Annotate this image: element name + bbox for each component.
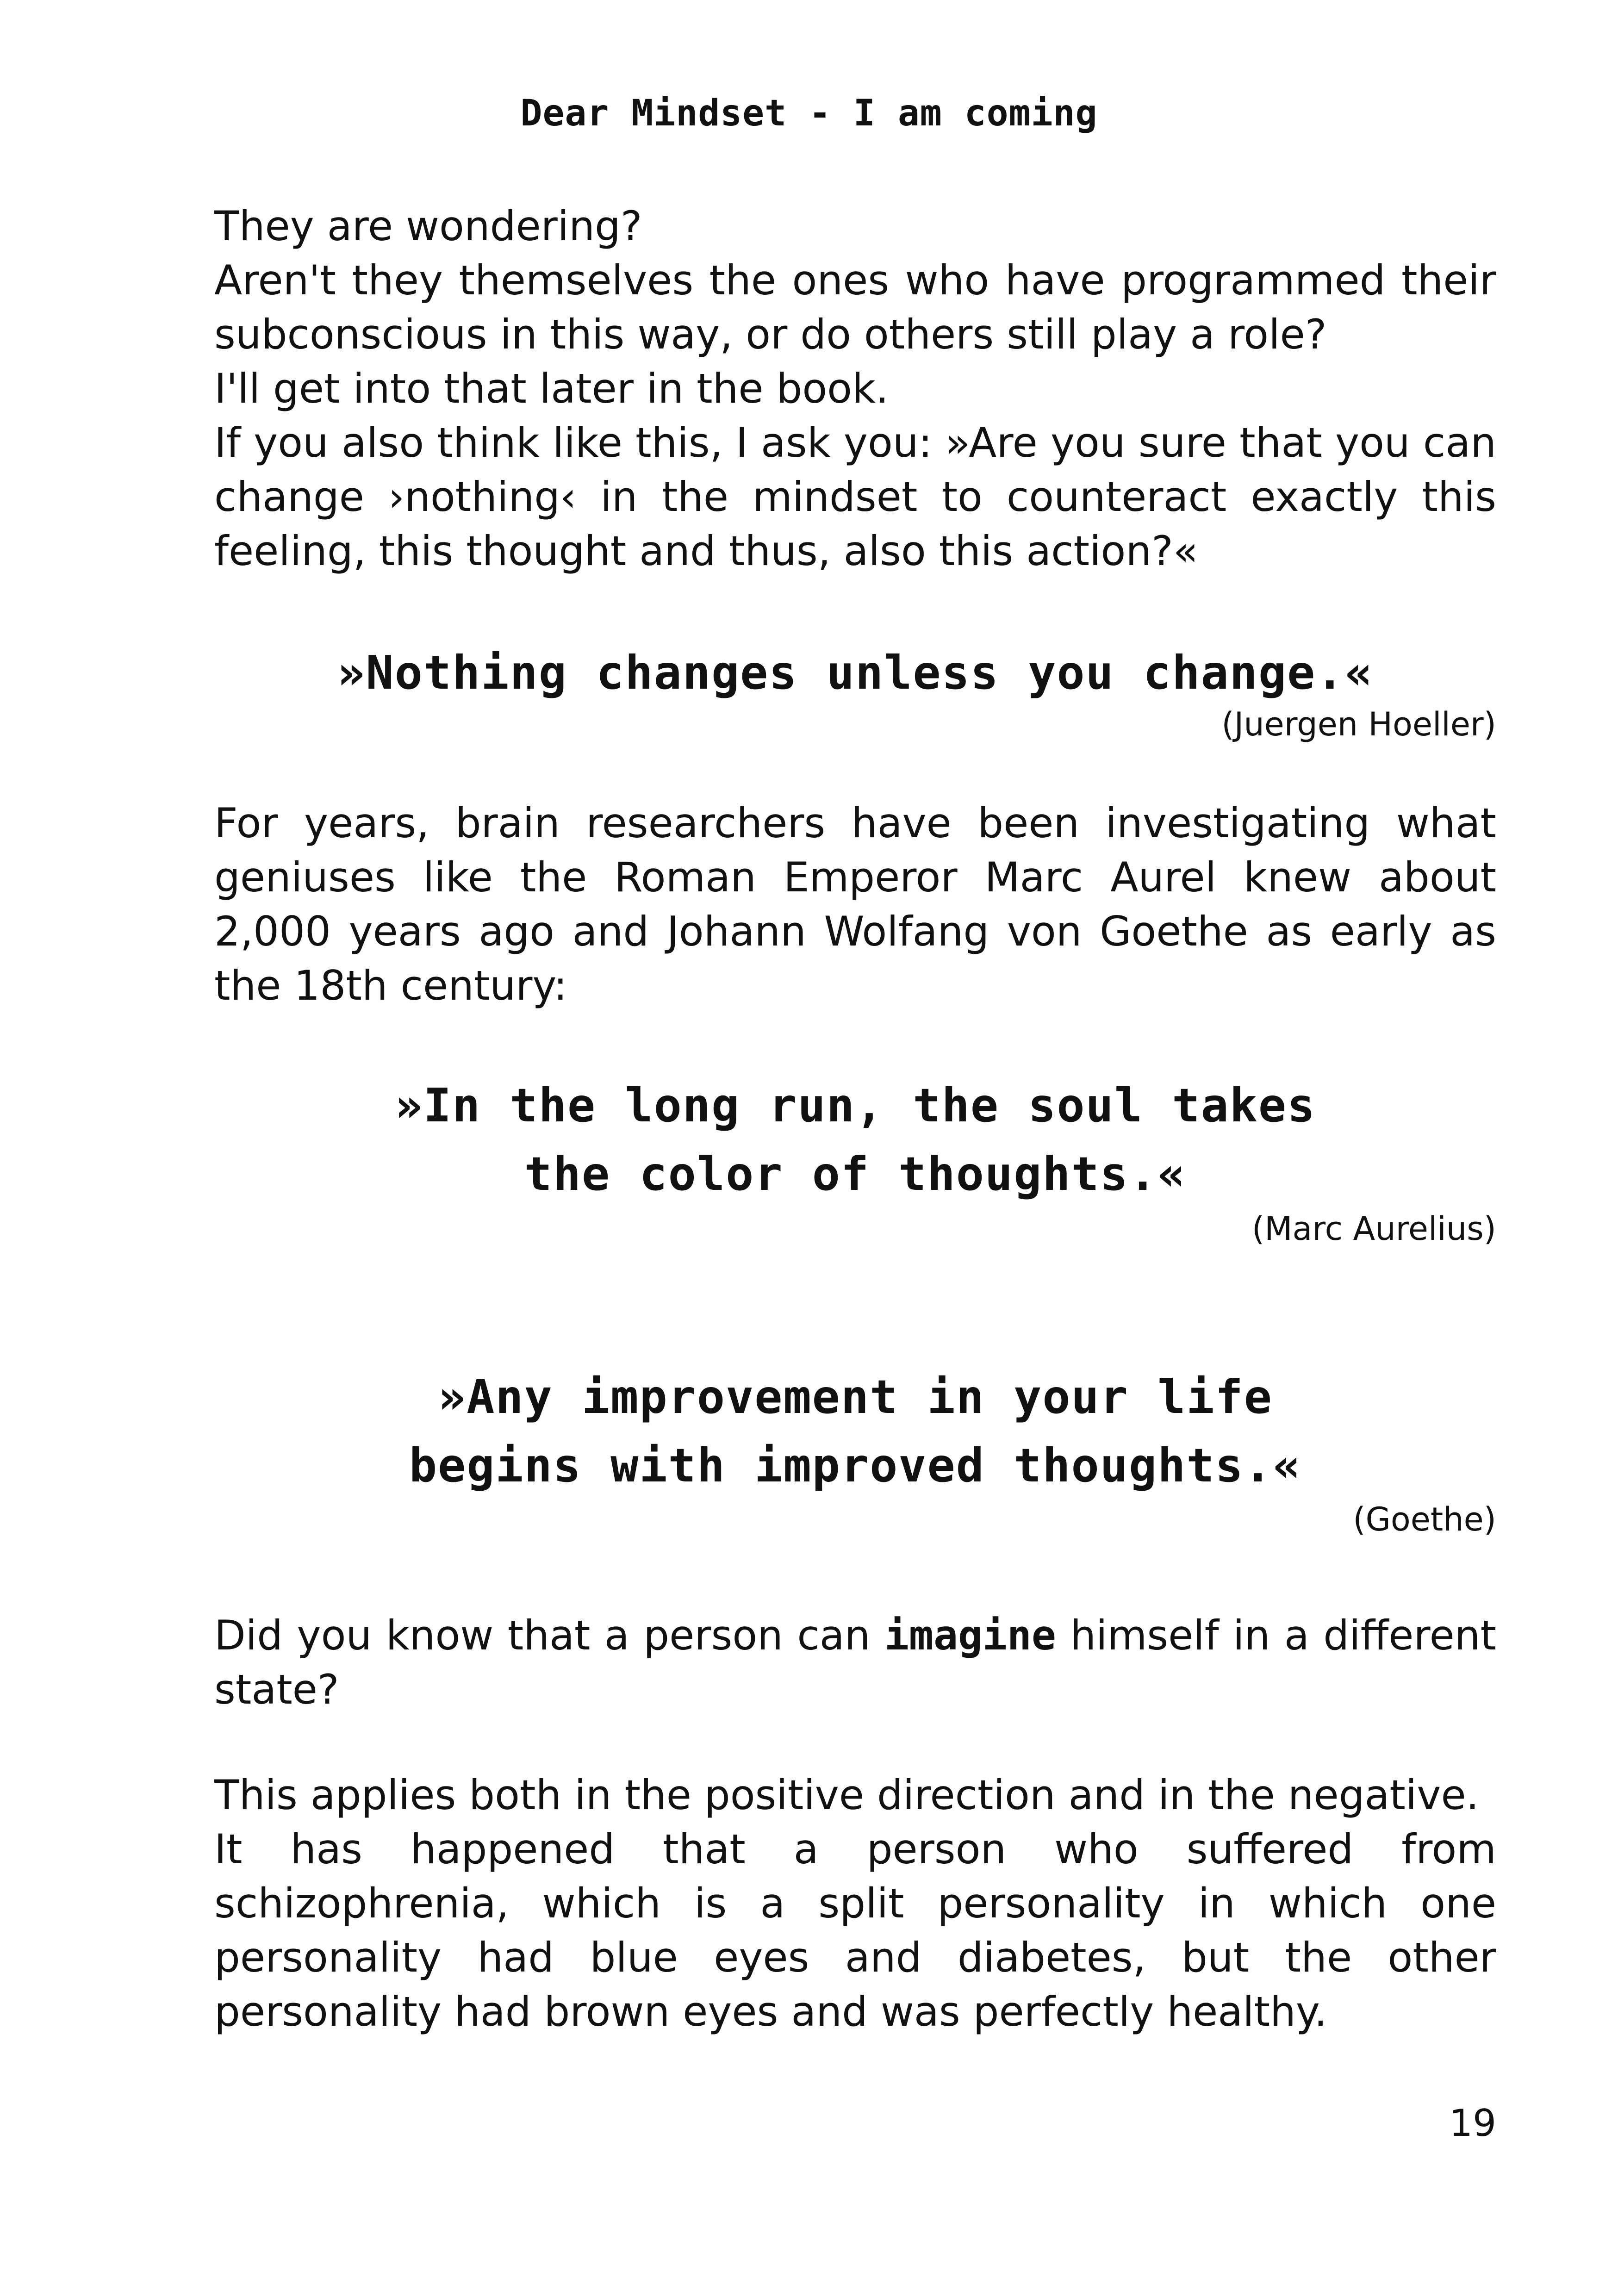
quote-line: »In the long run, the soul takes <box>394 1078 1316 1132</box>
page-number: 19 <box>1449 2102 1496 2145</box>
paragraph-line: They are wondering? <box>214 202 642 250</box>
emphasized-word: imagine <box>884 1612 1056 1659</box>
paragraph-imagine <box>214 1608 1496 1717</box>
quote-goethe <box>214 1363 1496 1500</box>
paragraph-line: For years, brain researchers have been investigating what geniuses like the Roman Emperor Marc Aurel knew about 2,000 years ago and Johann Wolfang von Goethe as early as the 18th century: <box>214 799 1496 1009</box>
paragraph-line: If you also think like this, I ask you: »Are you sure that you can change ›nothing‹ in the mindset to counteract exactly this feeling, this thought and thus, also this action?« <box>214 419 1496 575</box>
paragraph-text: himself in a different state? <box>214 1612 1497 1713</box>
paragraph-intro <box>214 199 1496 578</box>
quote-attribution: (Marc Aurelius) <box>1251 1210 1496 1248</box>
paragraph-line <box>214 1608 1496 1717</box>
quote-line: begins with improved thoughts.« <box>409 1438 1302 1493</box>
quote-line: the color of thoughts.« <box>524 1147 1187 1201</box>
paragraph-text: Did you know that a person can <box>214 1612 871 1659</box>
quote-attribution: (Goethe) <box>1353 1500 1496 1538</box>
quote-aurelius <box>214 1071 1496 1208</box>
quote-hoeller <box>214 639 1496 707</box>
quote-line: »Any improvement in your life <box>438 1370 1273 1424</box>
paragraph-line: Aren't they themselves the ones who have programmed their subconscious in this way, or do others still play a role? <box>214 256 1496 358</box>
quote-line: »Nothing changes unless you change.« <box>337 646 1374 700</box>
paragraph-line: It has happened that a person who suffered from schizophrenia, which is a split personality in which one personality had blue eyes and diabetes, but the other personality had brown eyes and was perfectly healthy. <box>214 1825 1496 2035</box>
paragraph-researchers <box>214 796 1496 1013</box>
paragraph-line: I'll get into that later in the book. <box>214 365 889 412</box>
running-header: Dear Mindset - I am coming <box>520 93 1098 134</box>
paragraph-line: This applies both in the positive direction and in the negative. <box>214 1771 1479 1819</box>
quote-attribution: (Juergen Hoeller) <box>1221 705 1496 743</box>
paragraph-schizophrenia <box>214 1768 1496 2039</box>
